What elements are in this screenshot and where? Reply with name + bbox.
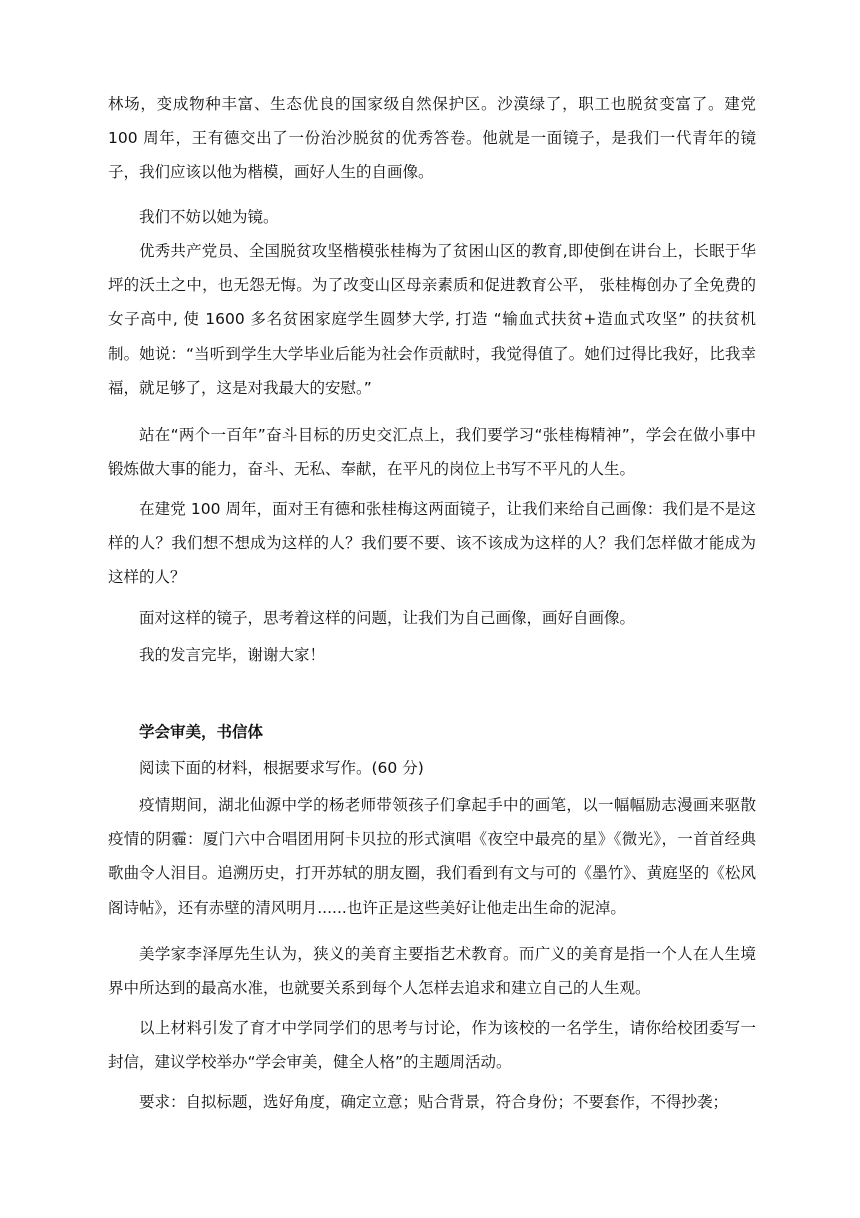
paragraph-pandemic-art: 疫情期间，湖北仙源中学的杨老师带领孩子们拿起手中的画笔，以一幅幅励志漫画来驱散疫情的阴霾：厦门六中合唱团用阿卡贝拉的形式演唱《夜空中最亮的星》《微光》，一首首经典歌曲令人泪目。追溯历史，打开苏轼的朋友圈，我们看到有文与可的《墨竹》、黄庭坚的《松风阁诗帖》，还有赤壁的清风明月......也许正是这些美好让他走出生命的泥淖。 — [108, 796, 756, 917]
paragraph-instructions: 阅读下面的材料，根据要求写作。(60 分) — [139, 759, 424, 777]
paragraph-zhang-guimei: 优秀共产党员、全国脱贫攻坚楷模张桂梅为了贫困山区的教育,即使倒在讲台上，长眠于华坪的沃土之中，也无怨无悔。为了改变山区母亲素质和促进教育公平， 张桂梅创办了全免费的女子高中, 使 1600 多名贫困家庭学生圆梦大学, 打造 “输血式扶贫+造血式攻坚” 的扶贫机制。她说：“当听到学生大学毕业后能为社会作贡献时，我觉得值了。她们过得比我好，比我幸福，就足够了，这是对我最大的安慰。” — [108, 242, 756, 397]
paragraph-mirror-her: 我们不妨以她为镜。 — [139, 208, 279, 226]
paragraph-li-zehou: 美学家李泽厚先生认为，狭义的美育主要指艺术教育。而广义的美育是指一个人在人生境界中所达到的最高水准，也就要关系到每个人怎样去追求和建立自己的人生观。 — [108, 945, 756, 998]
paragraph-wang-youde-conclusion: 林场，变成物种丰富、生态优良的国家级自然保护区。沙漠绿了，职工也脱贫变富了。建党 100 周年，王有德交出了一份治沙脱贫的优秀答卷。他就是一面镜子，是我们一代青年的镜子，我们应该以他为楷模，画好人生的自画像。 — [108, 95, 756, 182]
paragraph-facing-mirror: 面对这样的镜子，思考着这样的问题，让我们为自己画像，画好自画像。 — [139, 609, 636, 627]
paragraph-self-portrait-questions: 在建党 100 周年，面对王有德和张桂梅这两面镜子，让我们来给自己画像：我们是不是这样的人？我们想不想成为这样的人？我们要不要、该不该成为这样的人？我们怎样做才能成为这样的人？ — [108, 500, 756, 587]
paragraph-closing: 我的发言完毕，谢谢大家！ — [139, 646, 326, 664]
paragraph-task: 以上材料引发了育才中学同学们的思考与讨论，作为该校的一名学生，请你给校团委写一封信，建议学校举办“学会审美，健全人格”的主题周活动。 — [108, 1019, 756, 1072]
paragraph-requirements: 要求：自拟标题，选好角度，确定立意；贴合背景，符合身份；不要套作，不得抄袭； — [139, 1093, 729, 1111]
paragraph-two-centenary: 站在“两个一百年”奋斗目标的历史交汇点上，我们要学习“张桂梅精神”，学会在做小事中锻炼做大事的能力，奋斗、无私、奉献，在平凡的岗位上书写不平凡的人生。 — [108, 426, 756, 479]
section-heading: 学会审美，书信体 — [139, 723, 264, 741]
